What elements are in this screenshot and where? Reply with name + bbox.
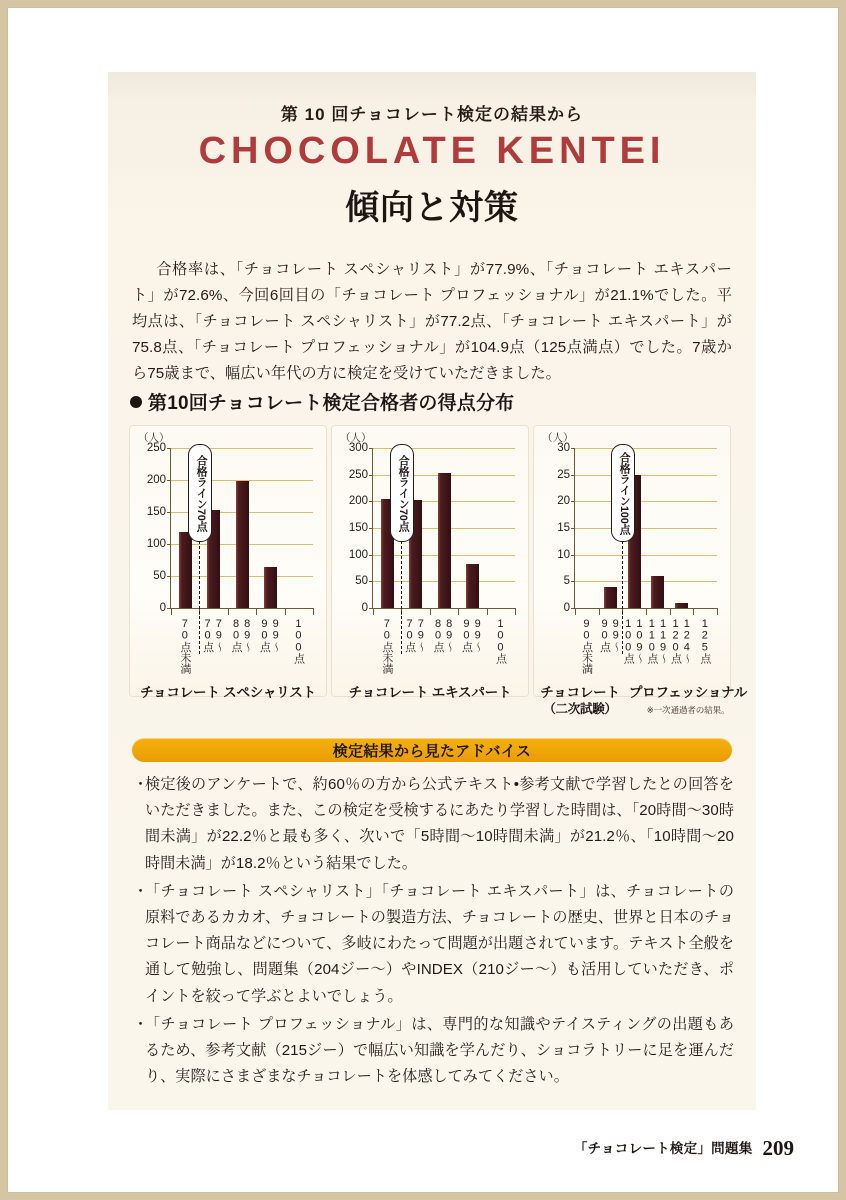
charts-row: [130, 426, 734, 696]
pass-line-callout: [611, 444, 635, 542]
advice-bullet-text: 「チョコレート スペシャリスト」「チョコレート エキスパート」は、チョコレートの原料であるカカオ、チョコレートの製造方法、チョコレートの歴史、世界と日本のチョコレート商品などについて、多岐にわたって問題が出題されています。テキスト全般を通して勉強し、問題集（204ジー〜）やINDEX（210ジー〜）も活用していただき、ポイントを絞って学ぶとよいでしょう。: [145, 882, 734, 1005]
chart-x-label: 89〜80点: [432, 618, 456, 653]
pass-line-label: 合格ライン70点: [397, 454, 410, 532]
chart-y-tick-label: 200: [146, 474, 166, 486]
pass-line-callout: [188, 444, 212, 542]
advice-banner: [132, 738, 732, 762]
chart-x-separator: [171, 608, 172, 615]
chart-x-labels: [372, 618, 514, 674]
chart-y-tick-label: 25: [557, 468, 570, 481]
advice-bullet-item: [132, 772, 734, 877]
page-sheet: [8, 8, 838, 1192]
chart-x-separator: [228, 608, 229, 615]
chart-x-label: 70点未満: [178, 618, 191, 674]
chart-caption-professional-left: チョコレート （二次試験）: [528, 684, 632, 718]
chart-unit-label: （人）: [138, 432, 170, 444]
chart-caption-professional-right: プロフェッショナル ※一次通過者の結果。: [626, 684, 750, 719]
chart-unit-label: （人）: [542, 432, 574, 444]
chart-x-separator: [515, 608, 516, 615]
chart-x-separator: [693, 608, 694, 615]
page-kicker: 第 10 回チョコレート検定の結果から: [280, 105, 584, 124]
chart-bar-slot: [228, 448, 256, 608]
chart-y-tick-label: 250: [146, 442, 166, 454]
chart-x-separator: [487, 608, 488, 615]
chart-x-label: 70点未満: [380, 618, 393, 674]
footer-title: 「チョコレート検定」問題集: [573, 1141, 753, 1156]
chart-card-2: [534, 426, 730, 696]
chart-x-label: 90点未満: [580, 618, 593, 674]
page-title-english: CHOCOLATE KENTEI: [198, 130, 666, 172]
chart-x-label: 124〜120点: [669, 618, 693, 664]
chart-y-tick-label: 15: [557, 522, 570, 534]
chart-x-label: 100点: [292, 618, 305, 664]
chart-y-tick-label: 20: [557, 495, 570, 508]
chart-y-tick-label: 150: [146, 506, 166, 518]
chart-x-label: 79〜70点: [403, 618, 427, 653]
content-panel: [108, 72, 756, 1110]
chart-y-tick-label: 0: [563, 602, 570, 614]
chart-bar: [604, 587, 617, 608]
chart-bar: [466, 564, 479, 608]
chart-x-separator: [313, 608, 314, 615]
chart-x-separator: [717, 608, 718, 615]
chart-y-tick-label: 10: [557, 548, 570, 561]
chart-y-tick-label: 0: [361, 602, 368, 614]
chart-y-tick-label: 30: [557, 442, 570, 454]
chart-plot-area: [348, 442, 515, 614]
lead-paragraph: 合格率は、「チョコレート スペシャリスト」が77.9%、「チョコレート エキスパート」が72.6%、今回6回目の「チョコレート プロフェッショナル」が21.1%でした。平均点は、「チョコレート スペシャリスト」が77.2点、「チョコレート エキスパート」が75.8点、「チョコレート プロフェッショナル」が104.9点（125点満点）でした。7歳から75歳まで、幅広い年代の方に検定を受けていただきました。: [132, 261, 732, 383]
chart-card-1: [332, 426, 528, 696]
chart-bar: [236, 481, 249, 608]
chart-x-label: 79〜70点: [201, 618, 225, 653]
chart-caption-professional-sub: （二次試験）: [543, 702, 617, 716]
chart-x-labels: [574, 618, 716, 674]
page-footer: [8, 1136, 838, 1161]
advice-bullet-item: [132, 879, 734, 1010]
chart-y-tick-label: 100: [146, 538, 166, 550]
chart-x-labels: [170, 618, 312, 674]
chart-plot-area: [557, 442, 717, 614]
bullet-dot-icon: [130, 396, 142, 408]
chart-x-label: 89〜80点: [230, 618, 254, 653]
chart-plot-area: [146, 442, 313, 614]
chart-x-separator: [599, 608, 600, 615]
chart-x-separator: [373, 608, 374, 615]
chart-y-tick-label: 50: [153, 570, 166, 582]
chart-bar-slot: [256, 448, 284, 608]
chart-bar: [651, 576, 664, 608]
chart-captions-row: [130, 684, 748, 724]
panel-sheen: [108, 72, 756, 100]
chart-bar: [675, 603, 688, 608]
bullet-mark-icon: ・: [133, 776, 149, 793]
chart-x-label: 99〜90点: [460, 618, 484, 653]
chart-x-label: 109〜100点: [622, 618, 646, 664]
chart-x-label: 99〜90点: [258, 618, 282, 653]
pass-line-label: 合格ライン70点: [195, 454, 208, 532]
chart-caption-specialist: [130, 684, 326, 724]
chart-x-separator: [646, 608, 647, 615]
chart-bar-slot: [646, 448, 670, 608]
pass-line: [618, 446, 631, 654]
chart-bar-slot: [430, 448, 458, 608]
chart-bar: [438, 473, 451, 608]
advice-bullet-item: [132, 1012, 734, 1091]
chart-x-separator: [575, 608, 576, 615]
section-heading: [130, 388, 514, 415]
chart-x-label: 99〜90点: [598, 618, 622, 653]
chart-caption-expert-label: チョコレート エキスパート: [348, 685, 512, 700]
chart-y-tick-label: 150: [348, 522, 368, 534]
advice-bullet-text: 検定後のアンケートで、約60％の方から公式テキスト•参考文献で学習したとの回答をいただきました。また、この検定を受検するにあたり学習した時間は、「20時間〜30時間未満」が22.2％と最も多く、次いで「5時間〜10時間未満」が21.2％、「10時間〜20時間未満」が18.2％という結果でした。: [145, 776, 734, 872]
chart-bar-slot: [458, 448, 486, 608]
advice-bullet-text: 「チョコレート プロフェッショナル」は、専門的な知識やテイスティングの出題もあるため、参考文献（215ジー）で幅広い知識を学んだり、ショコラトリーに足を運んだり、実際にさまざまなチョコレートを体感してみてください。: [145, 1015, 734, 1086]
chart-y-tick-label: 5: [563, 575, 570, 588]
pass-line: [397, 446, 410, 654]
chart-bar-slot: [575, 448, 599, 608]
chart-x-label: 125点: [698, 618, 711, 664]
chart-y-tick-label: 100: [348, 548, 368, 561]
chart-y-tick-label: 250: [348, 468, 368, 481]
section-heading-label: 第10回チョコレート検定合格者の得点分布: [148, 393, 515, 414]
pass-line: [195, 446, 208, 654]
chart-card-0: [130, 426, 326, 696]
chart-y-tick-label: 300: [348, 442, 368, 454]
chart-bar-slot: [670, 448, 694, 608]
chart-caption-professional-note: ※一次通過者の結果。: [646, 705, 730, 715]
chart-x-separator: [458, 608, 459, 615]
chart-x-label: 100点: [494, 618, 507, 664]
chart-caption-expert: [332, 684, 528, 724]
chart-y-tick-label: 0: [159, 602, 166, 614]
chart-unit-label: （人）: [340, 432, 372, 444]
chart-x-separator: [430, 608, 431, 615]
pass-line-label: 合格ライン100点: [618, 451, 631, 535]
advice-banner-label: 検定結果から見たアドバイス: [332, 742, 532, 760]
footer-page-number: 209: [762, 1136, 794, 1160]
chart-bar-slot: [487, 448, 515, 608]
chart-caption-specialist-label: チョコレート スペシャリスト: [140, 685, 316, 700]
chart-caption-professional: [534, 684, 748, 724]
page-title-japanese: 傾向と対策: [345, 189, 519, 227]
chart-y-tick-label: 200: [348, 495, 368, 508]
pass-line-callout: [390, 444, 414, 542]
advice-bullet-list: [132, 772, 734, 1092]
chart-bar-slot: [693, 448, 717, 608]
bullet-mark-icon: ・: [133, 882, 149, 900]
chart-bar: [264, 567, 277, 608]
chart-bar-slot: [285, 448, 313, 608]
chart-x-separator: [670, 608, 671, 615]
bullet-mark-icon: ・: [133, 1015, 149, 1033]
chart-bar: [179, 532, 192, 608]
chart-y-tick-label: 50: [355, 575, 368, 588]
chart-x-separator: [285, 608, 286, 615]
chart-x-separator: [256, 608, 257, 615]
chart-bars: [575, 448, 717, 608]
chart-x-label: 119〜110点: [645, 618, 670, 664]
